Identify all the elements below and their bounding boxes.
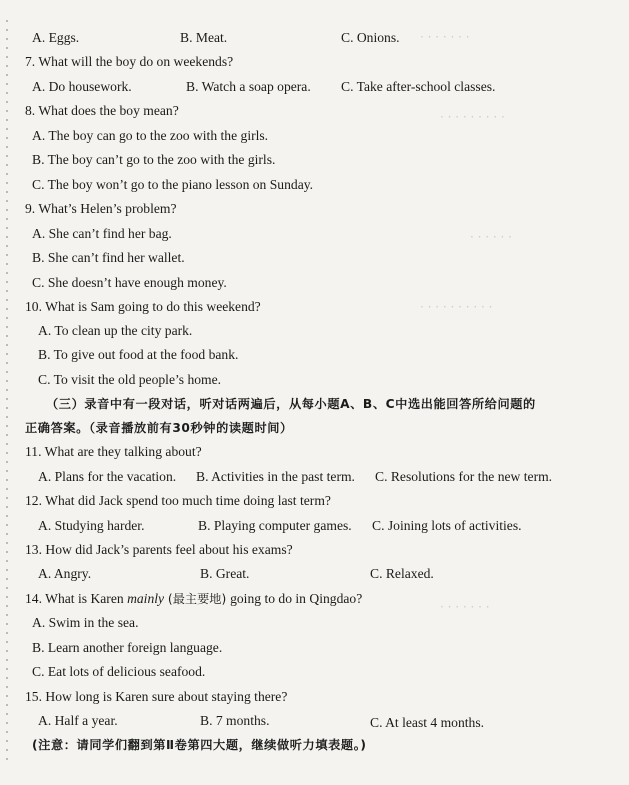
q14-question-chinese-gloss: (最主要地) bbox=[164, 592, 231, 606]
q11-question: 11. What are they talking about? bbox=[25, 444, 202, 459]
q10-option-b: B. To give out food at the food bank. bbox=[38, 347, 239, 362]
q15-question: 15. How long is Karen sure about staying there? bbox=[25, 689, 288, 704]
q14-question-emphasis: mainly bbox=[127, 591, 165, 606]
q14-option-b: B. Learn another foreign language. bbox=[32, 640, 223, 655]
q7-question: 7. What will the boy do on weekends? bbox=[25, 54, 234, 69]
q13-question: 13. How did Jack’s parents feel about his exams? bbox=[25, 542, 293, 557]
q13-option-a: A. Angry. bbox=[38, 566, 92, 581]
q11-option-a: A. Plans for the vacation. bbox=[38, 469, 177, 484]
bleed-through-text: · · · · · · · bbox=[440, 600, 490, 614]
bleed-through-text: · · · · · · · · · bbox=[440, 110, 505, 124]
section3-instruction-line2: 正确答案。（录音播放前有30秒钟的读题时间） bbox=[25, 421, 293, 435]
q6-option-b: B. Meat. bbox=[180, 30, 228, 45]
q13-option-b: B. Great. bbox=[200, 566, 250, 581]
q14-option-c: C. Eat lots of delicious seafood. bbox=[32, 664, 206, 679]
q14-option-a: A. Swim in the sea. bbox=[32, 615, 139, 630]
q8-option-a: A. The boy can go to the zoo with the girls. bbox=[32, 128, 269, 143]
q9-question: 9. What’s Helen’s problem? bbox=[25, 201, 177, 216]
q6-option-c: C. Onions. bbox=[341, 30, 400, 45]
q14-question bbox=[25, 590, 362, 608]
q9-option-a: A. She can’t find her bag. bbox=[32, 226, 172, 241]
q7-option-c: C. Take after-school classes. bbox=[341, 79, 496, 94]
q11-option-c: C. Resolutions for the new term. bbox=[375, 469, 553, 484]
q7-option-b: B. Watch a soap opera. bbox=[186, 79, 311, 94]
q8-question: 8. What does the boy mean? bbox=[25, 103, 179, 118]
q12-option-c: C. Joining lots of activities. bbox=[372, 518, 522, 533]
q15-option-a: A. Half a year. bbox=[38, 713, 118, 728]
q12-option-b: B. Playing computer games. bbox=[198, 518, 352, 533]
q6-option-a: A. Eggs. bbox=[32, 30, 80, 45]
q10-option-c: C. To visit the old people’s home. bbox=[38, 372, 222, 387]
q14-question-end: going to do in Qingdao? bbox=[230, 591, 363, 606]
q13-option-c: C. Relaxed. bbox=[370, 566, 434, 581]
q8-option-b: B. The boy can’t go to the zoo with the girls. bbox=[32, 152, 276, 167]
bleed-through-text: · · · · · · bbox=[470, 230, 512, 244]
q11-option-b: B. Activities in the past term. bbox=[196, 469, 355, 484]
q12-question: 12. What did Jack spend too much time doing last term? bbox=[25, 493, 331, 508]
q9-option-c: C. She doesn’t have enough money. bbox=[32, 275, 227, 290]
q9-option-b: B. She can’t find her wallet. bbox=[32, 250, 185, 265]
q7-option-a: A. Do housework. bbox=[32, 79, 132, 94]
listening-note: (注意：请同学们翻到第Ⅱ卷第四大题，继续做听力填表题。) bbox=[32, 738, 367, 752]
section3-instruction-line1: （三）录音中有一段对话，听对话两遍后，从每小题A、B、C中选出能回答所给问题的 bbox=[46, 397, 536, 411]
q15-option-c: C. At least 4 months. bbox=[370, 715, 485, 730]
q12-option-a: A. Studying harder. bbox=[38, 518, 145, 533]
q14-question-start: 14. What is Karen bbox=[25, 591, 128, 606]
q8-option-c: C. The boy won’t go to the piano lesson on Sunday. bbox=[32, 177, 314, 192]
bleed-through-text: · · · · · · · · · · bbox=[420, 300, 493, 314]
binding-margin-dots bbox=[6, 20, 8, 760]
q10-question: 10. What is Sam going to do this weekend? bbox=[25, 299, 261, 314]
bleed-through-text: · · · · · · · bbox=[420, 30, 470, 44]
q15-option-b: B. 7 months. bbox=[200, 713, 270, 728]
q10-option-a: A. To clean up the city park. bbox=[38, 323, 193, 338]
